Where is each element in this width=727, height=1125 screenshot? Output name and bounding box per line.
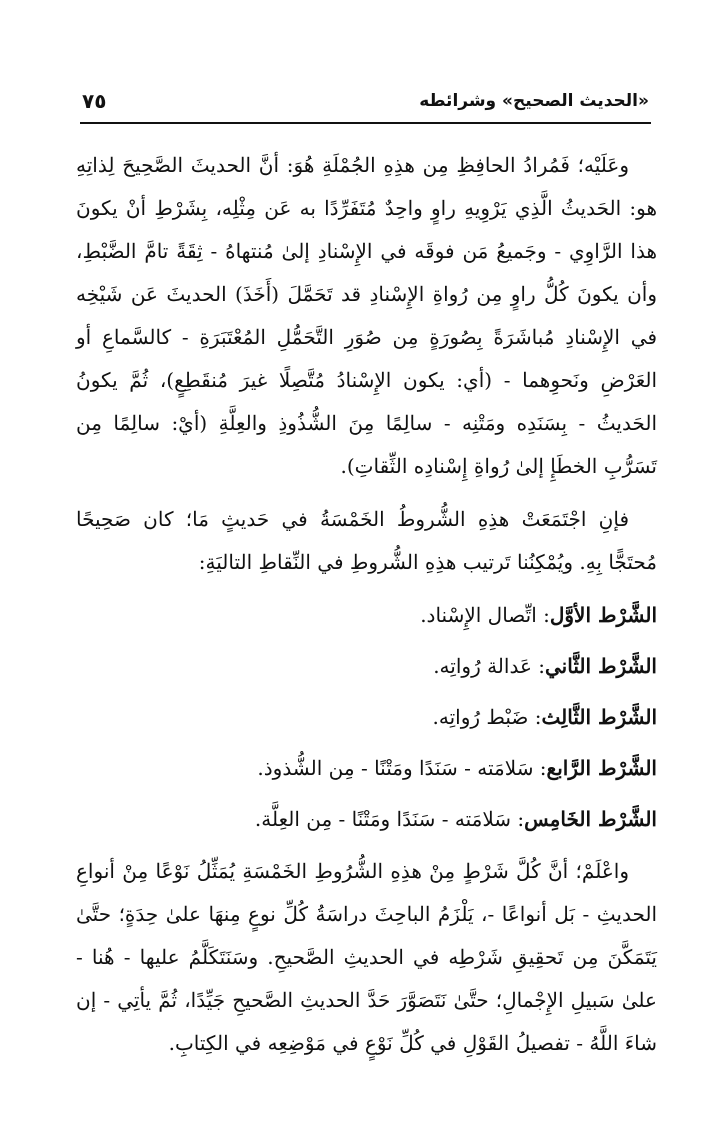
condition-title: الشَّرْط الثَّاني bbox=[544, 654, 657, 678]
running-title: «الحديث الصحيح» وشرائطه bbox=[419, 91, 649, 111]
condition-text: : سَلامَته - سَنَدًا ومَتْنًا - مِن العِلَّة. bbox=[254, 807, 525, 831]
condition-text: : ضَبْط رُواتِه. bbox=[432, 705, 542, 729]
condition-item bbox=[76, 747, 657, 789]
condition-title: الشَّرْط الأوَّل bbox=[549, 603, 657, 627]
condition-title: الشَّرْط الخَامِس bbox=[524, 807, 657, 831]
page-number: ٧٥ bbox=[82, 89, 107, 113]
condition-item bbox=[76, 645, 657, 687]
paragraph-closing: واعْلَمْ؛ أنَّ كُلَّ شَرْطٍ مِنْ هذِهِ الشُّرُوطِ الخَمْسَةِ يُمَثِّلُ نَوْعًا مِنْ أنواعِ الحديثِ - بَل أنواعًا -، يَلْزَمُ الباحِثَ دراسَةُ كُلِّ نوعٍ مِنهَا علىٰ حِدَةٍ؛ حتَّىٰ يَتَمَكَّنَ مِن تَحقِيقِ شَرْطِه في الحديثِ الصَّحيحِ. وسَنَتَكَلَّمُ عليها - هُنا - علىٰ سَبيلِ الإِجْمالِ؛ حتَّىٰ نَتَصَوَّرَ حَدَّ الحديثِ الصَّحيحِ جَيِّدًا، ثُمَّ يأتِي - إن شاءَ اللَّهُ - تفصيلُ القَوْلِ في كُلِّ نَوْعٍ في مَوْضِعِه في الكِتابِ. bbox=[76, 859, 657, 1055]
conditions-list bbox=[76, 594, 657, 840]
paragraph-definition: وعَلَيْه؛ فَمُرادُ الحافِظِ مِن هذِهِ الجُمْلَةِ هُوَ: أنَّ الحديثَ الصَّحِيحَ لِذاتِهِ هو: الحَديثُ الَّذِي يَرْوِيهِ راوٍ واحِدٌ مُتَفَرِّدًا به عَن مِثْلِه، بِشَرْطِ أنْ يكونَ هذا الرَّاوِي - وجَميعُ مَن فوقَه في الإِسْنادِ إلىٰ مُنتهاهُ - ثِقَةً تامَّ الضَّبْطِ، وأن يكونَ كُلُّ راوٍ مِن رُواةِ الإِسْنادِ قد تَحَمَّلَ (أَخَذَ) الحديثَ عَن شَيْخِه في الإِسْنادِ مُباشَرَةً بِصُورَةٍ مِن صُوَرِ التَّحَمُّلِ المُعْتَبَرَةِ - كالسَّماعِ أو العَرْضِ ونَحوِهما - (أي: يكون الإِسْنادُ مُتَّصِلًا غيرَ مُنقَطِعٍ)، ثُمَّ يكونُ الحَديثُ - بِسَنَدِه ومَتْنِه - سالِمًا مِنَ الشُّذُوذِ والعِلَّةِ (أيْ: سالِمًا مِن تَسَرُّبِ الخطَإِ إلىٰ رُواةِ إِسْنادِه الثِّقاتِ). bbox=[76, 153, 657, 478]
header-rule bbox=[80, 122, 651, 124]
paragraph-conditions-intro: فإنِ اجْتَمَعَتْ هذِهِ الشُّروطُ الخَمْسَةُ في حَديثٍ مَا؛ كان صَحِيحًا مُحتَجًّا بِهِ. ويُمْكِنُنا تَرتيب هذِهِ الشُّروطِ في النِّقاطِ التاليَةِ: bbox=[76, 507, 657, 574]
page-header bbox=[82, 86, 649, 116]
condition-text: : سَلامَته - سَنَدًا ومَتْنًا - مِن الشُّذوذ. bbox=[257, 756, 547, 780]
condition-title: الشَّرْط الرَّابع bbox=[546, 756, 657, 780]
condition-item bbox=[76, 798, 657, 840]
condition-text: : اتِّصال الإِسْناد. bbox=[420, 603, 550, 627]
condition-item bbox=[76, 594, 657, 636]
condition-title: الشَّرْط الثَّالِث bbox=[541, 705, 657, 729]
body-text bbox=[76, 144, 657, 1075]
condition-item bbox=[76, 696, 657, 738]
condition-text: : عَدالة رُواتِه. bbox=[433, 654, 545, 678]
